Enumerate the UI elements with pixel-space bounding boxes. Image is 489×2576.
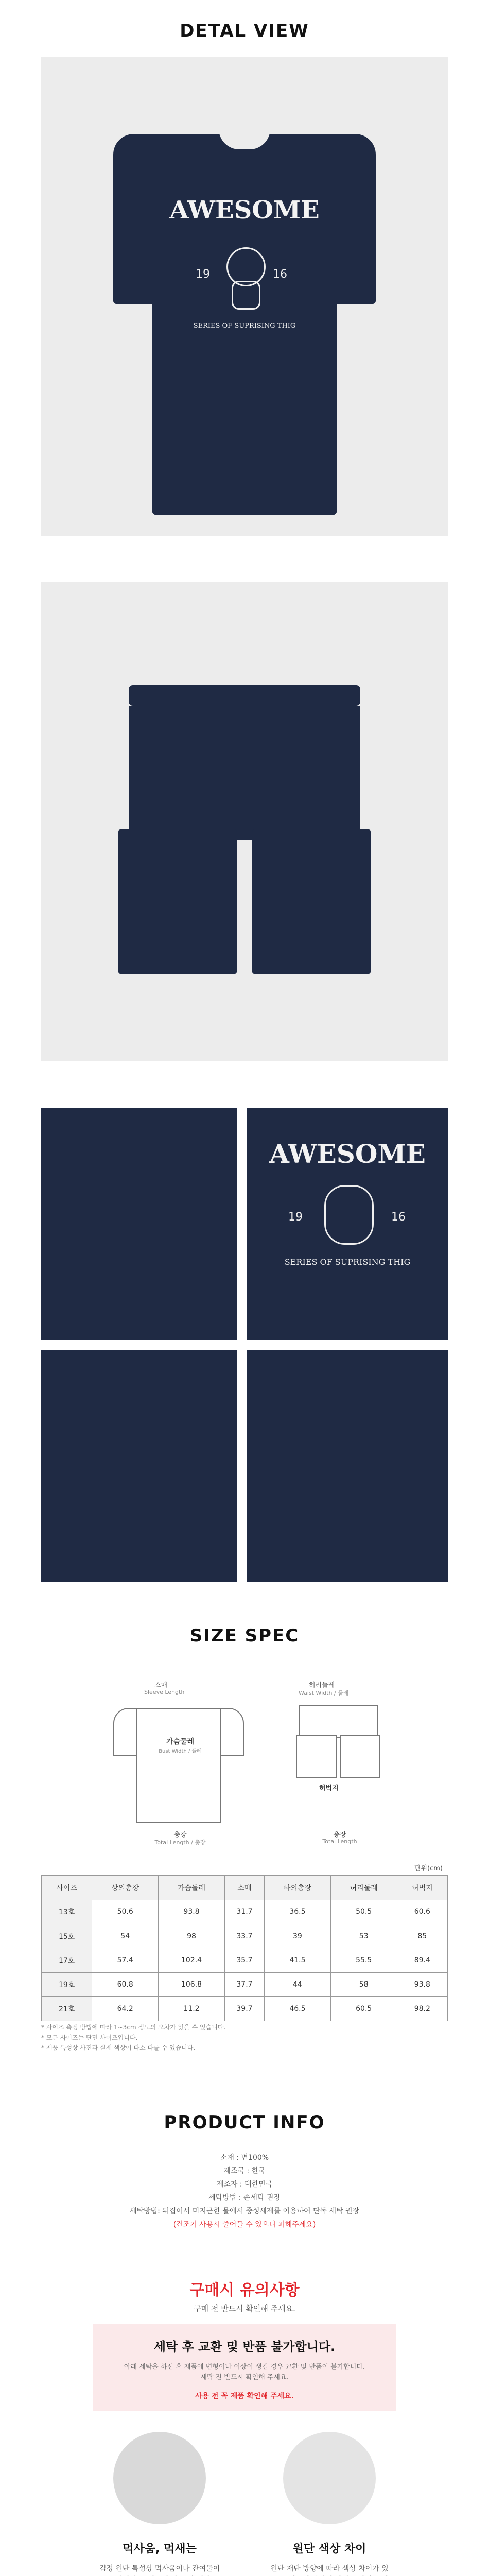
fabric-color-photo-icon — [283, 2432, 376, 2524]
size-note: * 사이즈 측정 방법에 따라 1~3cm 정도의 오차가 있을 수 있습니다. — [41, 2024, 226, 2031]
table-cell: 60.8 — [92, 1973, 159, 1997]
care-box-title: 세탁 후 교환 및 반품 불가합니다. — [153, 2340, 336, 2354]
table-cell: 15호 — [42, 1924, 92, 1948]
tshirt-subtext: SERIES OF SUPRISING THIG — [193, 322, 296, 330]
size-spec-title: SIZE SPEC — [189, 1625, 300, 1646]
table-cell: 85 — [397, 1924, 447, 1948]
table-cell: 64.2 — [92, 1997, 159, 2021]
care-box-red: 사용 전 꼭 제품 확인해 주세요. — [195, 2392, 294, 2400]
sleeve-label-en: Sleeve Length — [144, 1689, 185, 1696]
size-spec-header-row — [42, 1876, 448, 1900]
closeup-year-right: 16 — [391, 1211, 406, 1224]
closeup-subtext: SERIES OF SUPRISING THIG — [284, 1257, 411, 1267]
size-note: * 모든 사이즈는 단면 사이즈입니다. — [41, 2034, 138, 2041]
table-row — [42, 1997, 448, 2021]
care-item-desc: 원단 재단 방향에 따라 색상 차이가 있 — [270, 2565, 389, 2573]
closeup-year-left: 19 — [288, 1211, 303, 1224]
care-subtitle: 구매 전 반드시 확인해 주세요. — [194, 2304, 295, 2313]
table-cell: 41.5 — [265, 1948, 331, 1973]
tshirt-diagram — [103, 1680, 257, 1850]
table-cell: 106.8 — [159, 1973, 225, 1997]
lint-photo-icon — [113, 2432, 206, 2524]
shorts-waistband — [129, 685, 360, 706]
table-cell: 17호 — [42, 1948, 92, 1973]
table-cell: 93.8 — [159, 1900, 225, 1924]
size-spec-header: 허벅지 — [397, 1876, 447, 1900]
total-label: 총장 — [173, 1831, 187, 1839]
year-right: 16 — [273, 268, 287, 281]
care-item — [93, 2432, 226, 2576]
waist-label-en: Waist Width / 둘레 — [299, 1690, 349, 1697]
table-cell: 58 — [330, 1973, 397, 1997]
shorts-diagram — [288, 1680, 391, 1850]
care-title: 구매시 유의사항 — [189, 2281, 300, 2299]
table-cell: 60.6 — [397, 1900, 447, 1924]
table-cell: 50.5 — [330, 1900, 397, 1924]
table-cell: 13호 — [42, 1900, 92, 1924]
table-cell: 39.7 — [224, 1997, 264, 2021]
chest-label: 가슴둘레 — [166, 1738, 195, 1746]
pants-total-label: 총장 — [333, 1831, 346, 1839]
size-spec-header: 허리둘레 — [330, 1876, 397, 1900]
table-cell: 60.5 — [330, 1997, 397, 2021]
sleeve-label: 소매 — [154, 1682, 168, 1689]
shorts-outline-top — [299, 1705, 378, 1738]
size-spec-table — [41, 1875, 448, 2021]
table-cell: 50.6 — [92, 1900, 159, 1924]
table-cell: 37.7 — [224, 1973, 264, 1997]
size-spec-header: 상의총장 — [92, 1876, 159, 1900]
care-box-text: 아래 세탁을 하신 후 제품에 변형이나 이상이 생길 경우 교환 및 반품이 불가합니다. 세탁 전 반드시 확인해 주세요. — [124, 2363, 365, 2381]
size-spec-header: 하의총장 — [265, 1876, 331, 1900]
table-cell: 55.5 — [330, 1948, 397, 1973]
size-spec-header: 소매 — [224, 1876, 264, 1900]
table-cell: 39 — [265, 1924, 331, 1948]
table-cell: 11.2 — [159, 1997, 225, 2021]
table-cell: 35.7 — [224, 1948, 264, 1973]
care-item — [263, 2432, 396, 2576]
table-cell: 89.4 — [397, 1948, 447, 1973]
table-cell: 21호 — [42, 1997, 92, 2021]
product-info-line: 세탁방법 : 손세탁 권장 — [208, 2194, 281, 2202]
detail-view-title: DETAL VIEW — [180, 21, 309, 41]
table-row — [42, 1973, 448, 1997]
product-info-line: 소재 : 면100% — [220, 2154, 269, 2162]
product-info-line: 세탁방법: 뒤집어서 미지근한 물에서 중성세제를 이용하여 단독 세탁 권장 — [129, 2207, 360, 2215]
care-item-label: 먹사움, 먹새는 — [123, 2543, 197, 2555]
pants-total-label-en: Total Length — [322, 1838, 357, 1845]
closeup-waist-photo — [41, 1350, 237, 1582]
care-item-label: 원단 색상 차이 — [292, 2543, 366, 2555]
size-spec-header: 사이즈 — [42, 1876, 92, 1900]
table-row — [42, 1924, 448, 1948]
product-info-line: 제조자 : 대한민국 — [216, 2180, 273, 2189]
shorts-right-leg — [252, 829, 371, 974]
table-cell: 46.5 — [265, 1997, 331, 2021]
table-cell: 93.8 — [397, 1973, 447, 1997]
table-cell: 57.4 — [92, 1948, 159, 1973]
tshirt-outline-body — [136, 1708, 221, 1823]
tshirt-headline: AWESOME — [169, 196, 320, 225]
product-info-warning: (건조기 사용시 줄어들 수 있으니 피해주세요) — [173, 2221, 316, 2229]
shorts-left-leg — [118, 829, 237, 974]
closeup-hem-photo — [247, 1350, 448, 1582]
bear-body-icon — [232, 281, 260, 310]
care-item-desc: 검정 원단 특성상 먹사움이나 잔여물이 — [99, 2565, 220, 2573]
size-notes — [41, 2022, 448, 2053]
closeup-headline: AWESOME — [269, 1139, 426, 1169]
size-note: * 제품 특성상 사진과 실제 색상이 다소 다를 수 있습니다. — [41, 2044, 196, 2052]
table-cell: 19호 — [42, 1973, 92, 1997]
closeup-neck-photo — [41, 1108, 237, 1340]
table-cell: 33.7 — [224, 1924, 264, 1948]
shorts-top — [129, 706, 360, 840]
shorts-outline-left — [296, 1735, 337, 1778]
bear-graphic — [196, 237, 293, 314]
table-row — [42, 1900, 448, 1924]
tshirt-photo — [41, 57, 448, 536]
table-cell: 31.7 — [224, 1900, 264, 1924]
total-label-en: Total Length / 총장 — [154, 1839, 206, 1846]
product-info-line: 제조국 : 한국 — [223, 2167, 266, 2175]
table-cell: 102.4 — [159, 1948, 225, 1973]
size-spec-header: 가슴둘레 — [159, 1876, 225, 1900]
shorts-outline-right — [340, 1735, 380, 1778]
waist-label: 허리둘레 — [309, 1682, 335, 1689]
year-left: 19 — [196, 268, 210, 281]
table-row — [42, 1948, 448, 1973]
closeup-bear-icon — [324, 1185, 374, 1245]
unit-label: 단위(cm) — [414, 1865, 443, 1872]
table-cell: 53 — [330, 1924, 397, 1948]
product-info-list — [0, 2151, 489, 2231]
table-cell: 36.5 — [265, 1900, 331, 1924]
product-info-title: PRODUCT INFO — [164, 2112, 325, 2133]
thigh-label: 허벅지 — [319, 1785, 339, 1792]
table-cell: 44 — [265, 1973, 331, 1997]
closeup-print-photo — [247, 1108, 448, 1340]
table-cell: 98.2 — [397, 1997, 447, 2021]
table-cell: 54 — [92, 1924, 159, 1948]
table-cell: 98 — [159, 1924, 225, 1948]
shorts-photo — [41, 582, 448, 1061]
care-warning-box — [93, 2324, 396, 2411]
chest-label-en: Bust Width / 둘레 — [159, 1749, 202, 1754]
